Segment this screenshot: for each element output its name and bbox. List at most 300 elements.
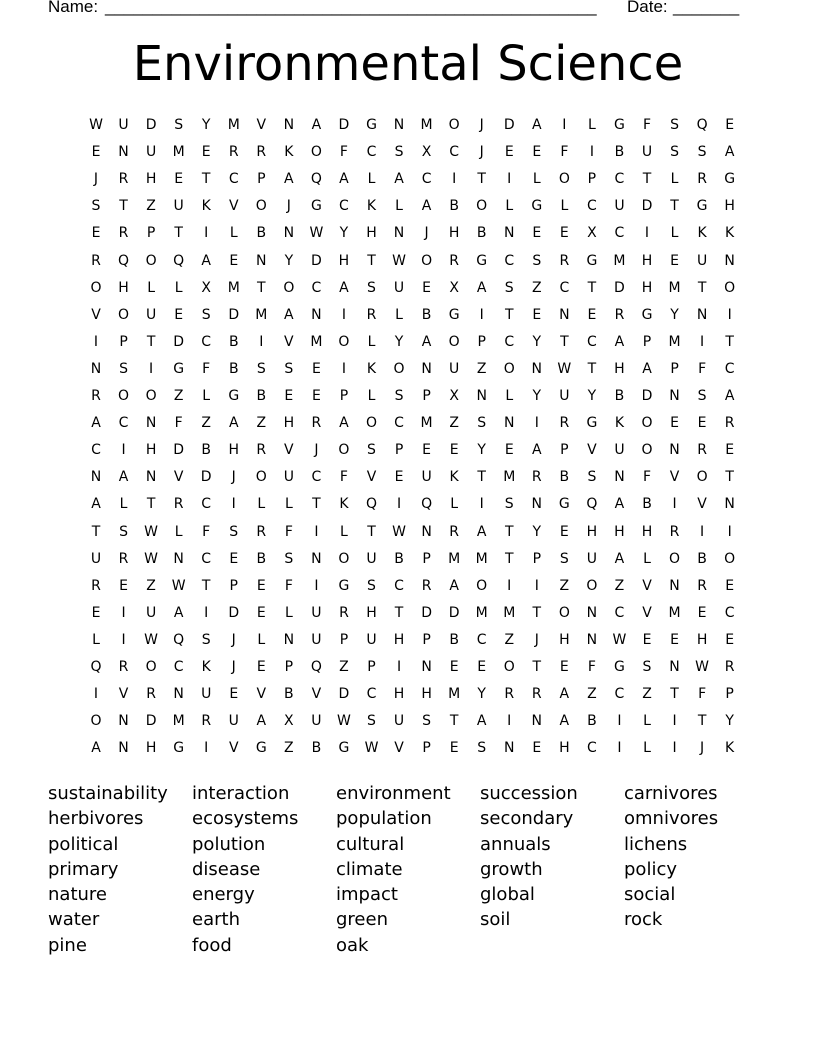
grid-letter: N bbox=[669, 577, 680, 594]
grid-letter: P bbox=[532, 550, 542, 567]
grid-letter: T bbox=[504, 550, 514, 567]
grid-letter: O bbox=[283, 279, 295, 296]
grid-row bbox=[90, 278, 736, 298]
grid-letter: I bbox=[534, 415, 539, 432]
grid-letter: B bbox=[256, 388, 267, 404]
grid-letter: A bbox=[339, 171, 349, 188]
grid-letter: N bbox=[696, 306, 708, 323]
grid-letter: I bbox=[396, 659, 402, 675]
grid-letter: F bbox=[339, 144, 348, 161]
grid-letter: L bbox=[147, 279, 155, 296]
grid-letter: N bbox=[118, 713, 129, 730]
name-label: Name: bbox=[48, 0, 99, 16]
grid-letter: C bbox=[504, 333, 515, 350]
grid-letter: U bbox=[228, 713, 239, 730]
grid-letter: H bbox=[614, 360, 625, 377]
grid-letter: K bbox=[284, 144, 294, 161]
grid-letter: L bbox=[670, 171, 679, 188]
grid-letter: B bbox=[228, 333, 239, 350]
grid-letter: X bbox=[201, 279, 211, 296]
grid-letter: O bbox=[476, 198, 488, 215]
grid-letter: T bbox=[725, 333, 734, 350]
grid-letter: I bbox=[479, 306, 484, 323]
grid-letter: X bbox=[587, 225, 597, 242]
grid-letter: K bbox=[449, 469, 459, 486]
grid-letter: S bbox=[670, 144, 679, 161]
grid-letter: W bbox=[695, 659, 710, 675]
word-column bbox=[192, 781, 332, 958]
grid-letter: G bbox=[173, 360, 185, 377]
grid-letter: H bbox=[366, 225, 377, 242]
grid-letter: E bbox=[532, 144, 542, 161]
word-item: nature bbox=[48, 884, 107, 906]
word-item: interaction bbox=[192, 783, 290, 804]
grid-letter: I bbox=[121, 604, 126, 621]
grid-letter: Q bbox=[421, 496, 433, 513]
grid-row bbox=[90, 711, 736, 731]
grid-letter: K bbox=[366, 360, 377, 377]
grid-letter: V bbox=[642, 577, 652, 594]
grid-letter: P bbox=[146, 225, 156, 242]
grid-letter: X bbox=[284, 713, 294, 730]
grid-letter: R bbox=[669, 523, 680, 540]
grid-letter: E bbox=[504, 144, 514, 161]
grid-letter: D bbox=[311, 252, 322, 269]
grid-letter: Q bbox=[310, 171, 322, 188]
grid-letter: S bbox=[256, 360, 266, 377]
grid-letter: H bbox=[559, 740, 570, 757]
grid-row bbox=[91, 196, 736, 216]
grid-letter: E bbox=[504, 442, 514, 459]
grid-letter: S bbox=[477, 415, 487, 432]
grid-letter: O bbox=[641, 415, 653, 432]
grid-letter: S bbox=[367, 713, 376, 730]
grid-letter: Q bbox=[118, 252, 130, 269]
grid-letter: R bbox=[91, 577, 101, 594]
grid-letter: L bbox=[670, 225, 679, 242]
grid-letter: D bbox=[641, 198, 653, 215]
grid-letter: V bbox=[256, 117, 267, 133]
grid-letter: U bbox=[145, 604, 157, 621]
grid-letter: I bbox=[700, 333, 705, 350]
grid-letter: L bbox=[643, 713, 651, 730]
grid-letter: T bbox=[587, 360, 597, 377]
grid-letter: N bbox=[476, 388, 487, 404]
grid-letter: L bbox=[257, 631, 266, 648]
grid-letter: G bbox=[338, 740, 350, 757]
grid-letter: S bbox=[367, 279, 376, 296]
grid-letter: A bbox=[339, 415, 349, 432]
grid-letter: N bbox=[283, 225, 295, 242]
grid-letter: B bbox=[201, 442, 211, 459]
grid-letter: M bbox=[668, 279, 681, 296]
grid-letter: L bbox=[505, 198, 514, 215]
grid-letter: S bbox=[504, 279, 514, 296]
grid-letter: E bbox=[91, 225, 101, 242]
grid-letter: A bbox=[614, 550, 625, 567]
grid-letter: S bbox=[697, 388, 707, 404]
grid-letter: Y bbox=[532, 388, 542, 404]
grid-letter: P bbox=[477, 333, 486, 350]
grid-letter: W bbox=[364, 740, 379, 757]
grid-letter: S bbox=[559, 550, 569, 567]
grid-letter: G bbox=[586, 415, 598, 432]
grid-letter: R bbox=[614, 306, 625, 323]
grid-letter: X bbox=[449, 279, 459, 296]
grid-letter: N bbox=[421, 523, 432, 540]
grid-letter: I bbox=[727, 306, 732, 323]
grid-letter: N bbox=[669, 659, 680, 675]
grid-letter: N bbox=[724, 252, 735, 269]
grid-letter: Q bbox=[90, 659, 102, 675]
grid-letter: F bbox=[642, 469, 652, 486]
grid-letter: E bbox=[256, 577, 266, 594]
grid-letter: N bbox=[669, 388, 680, 404]
grid-letter: B bbox=[587, 713, 597, 730]
grid-letter: J bbox=[231, 659, 236, 675]
grid-letter: U bbox=[559, 388, 570, 404]
grid-letter: Y bbox=[201, 117, 211, 133]
grid-letter: S bbox=[201, 631, 211, 648]
grid-letter: R bbox=[531, 686, 542, 703]
grid-letter: R bbox=[559, 252, 570, 269]
grid-letter: A bbox=[532, 442, 542, 459]
grid-letter: M bbox=[227, 279, 240, 296]
grid-letter: M bbox=[172, 713, 185, 730]
grid-letter: V bbox=[394, 740, 404, 757]
grid-letter: G bbox=[476, 252, 488, 269]
grid-letter: B bbox=[256, 225, 267, 242]
grid-letter: C bbox=[587, 198, 597, 215]
grid-letter: F bbox=[698, 686, 707, 703]
grid-letter: B bbox=[614, 388, 625, 404]
word-item: environment bbox=[336, 783, 451, 804]
grid-letter: O bbox=[448, 117, 460, 133]
grid-row bbox=[90, 657, 736, 677]
grid-letter: H bbox=[724, 198, 735, 215]
grid-letter: S bbox=[504, 496, 514, 513]
grid-letter: C bbox=[91, 442, 101, 459]
grid-letter: L bbox=[284, 604, 293, 621]
grid-letter: C bbox=[559, 279, 570, 296]
word-column bbox=[480, 781, 620, 933]
grid-letter: B bbox=[697, 550, 707, 567]
grid-letter: T bbox=[394, 604, 404, 621]
grid-letter: Z bbox=[504, 631, 515, 648]
grid-letter: W bbox=[337, 713, 351, 730]
grid-letter: B bbox=[449, 631, 459, 648]
grid-letter: P bbox=[422, 388, 431, 404]
grid-row bbox=[91, 251, 736, 271]
grid-letter: D bbox=[145, 117, 157, 133]
grid-letter: T bbox=[312, 496, 321, 513]
grid-letter: L bbox=[560, 198, 569, 215]
grid-letter: G bbox=[228, 388, 240, 404]
grid-row bbox=[91, 386, 736, 406]
grid-letter: I bbox=[452, 171, 457, 188]
grid-letter: O bbox=[90, 279, 102, 296]
grid-letter: N bbox=[393, 225, 405, 242]
grid-letter: P bbox=[284, 659, 294, 675]
grid-letter: A bbox=[559, 686, 570, 703]
page-title: Environmental Science bbox=[132, 36, 684, 92]
grid-letter: S bbox=[532, 252, 542, 269]
grid-row bbox=[92, 630, 736, 650]
grid-letter: M bbox=[172, 144, 185, 161]
grid-letter: D bbox=[641, 388, 653, 404]
grid-letter: Y bbox=[587, 388, 597, 404]
grid-letter: I bbox=[231, 496, 236, 513]
grid-letter: A bbox=[642, 360, 652, 377]
word-item: disease bbox=[192, 858, 261, 880]
grid-letter: U bbox=[614, 442, 625, 459]
grid-letter: V bbox=[587, 442, 597, 459]
grid-letter: N bbox=[724, 496, 735, 513]
grid-letter: M bbox=[668, 333, 681, 350]
grid-letter: J bbox=[700, 740, 705, 757]
grid-letter: B bbox=[311, 740, 322, 757]
grid-letter: C bbox=[201, 550, 212, 567]
grid-letter: E bbox=[559, 523, 569, 540]
grid-letter: T bbox=[697, 279, 707, 296]
grid-letter: S bbox=[642, 659, 652, 675]
word-item: social bbox=[624, 884, 676, 906]
grid-letter: U bbox=[283, 469, 294, 486]
grid-letter: D bbox=[614, 279, 625, 296]
grid-letter: A bbox=[614, 333, 625, 350]
grid-letter: A bbox=[449, 577, 459, 594]
grid-letter: C bbox=[339, 198, 349, 215]
word-item: population bbox=[336, 808, 432, 830]
word-item: political bbox=[48, 833, 119, 855]
grid-letter: O bbox=[338, 333, 350, 350]
grid-letter: A bbox=[173, 604, 184, 621]
grid-row bbox=[91, 576, 736, 596]
grid-letter: R bbox=[697, 577, 707, 594]
grid-letter: N bbox=[586, 631, 598, 648]
grid-letter: O bbox=[118, 388, 130, 404]
grid-row bbox=[93, 169, 736, 189]
grid-letter: E bbox=[697, 604, 707, 621]
grid-letter: R bbox=[118, 171, 129, 188]
grid-letter: O bbox=[338, 550, 350, 567]
grid-letter: E bbox=[174, 306, 184, 323]
word-item: secondary bbox=[480, 808, 574, 830]
grid-row bbox=[91, 522, 736, 542]
grid-letter: T bbox=[146, 333, 156, 350]
grid-row bbox=[91, 603, 736, 623]
grid-letter: O bbox=[724, 279, 736, 296]
grid-letter: G bbox=[366, 117, 377, 133]
grid-letter: O bbox=[118, 306, 130, 323]
grid-letter: M bbox=[420, 415, 433, 432]
grid-letter: E bbox=[642, 631, 652, 648]
grid-letter: M bbox=[613, 252, 626, 269]
grid-letter: Q bbox=[173, 631, 185, 648]
grid-row bbox=[91, 142, 736, 162]
grid-letter: M bbox=[475, 550, 488, 567]
name-field[interactable]: ____________________________________________________ bbox=[105, 0, 597, 16]
grid-letter: T bbox=[174, 225, 183, 242]
grid-letter: U bbox=[311, 713, 322, 730]
grid-letter: M bbox=[668, 604, 681, 621]
grid-letter: C bbox=[614, 225, 625, 242]
grid-letter: R bbox=[228, 144, 239, 161]
grid-letter: S bbox=[367, 442, 376, 459]
grid-letter: I bbox=[341, 306, 346, 323]
grid-letter: W bbox=[89, 117, 103, 133]
grid-letter: R bbox=[256, 523, 267, 540]
grid-letter: O bbox=[365, 415, 378, 432]
grid-letter: V bbox=[669, 469, 680, 486]
grid-letter: R bbox=[697, 171, 707, 188]
grid-letter: D bbox=[503, 117, 515, 133]
grid-letter: Z bbox=[559, 577, 570, 594]
grid-letter: W bbox=[392, 252, 406, 269]
grid-letter: O bbox=[145, 252, 157, 269]
grid-letter: V bbox=[228, 198, 239, 215]
grid-letter: C bbox=[394, 415, 404, 432]
word-item: policy bbox=[624, 858, 677, 880]
grid-letter: I bbox=[644, 225, 650, 242]
grid-letter: L bbox=[395, 198, 403, 215]
grid-letter: B bbox=[449, 198, 459, 215]
grid-letter: N bbox=[145, 415, 157, 432]
grid-letter: J bbox=[479, 117, 484, 133]
word-item: omnivores bbox=[624, 808, 719, 830]
grid-letter: G bbox=[558, 496, 570, 513]
grid-letter: H bbox=[338, 252, 350, 269]
grid-letter: Z bbox=[284, 740, 294, 757]
grid-letter: F bbox=[202, 360, 211, 377]
date-field[interactable]: _______ bbox=[673, 0, 740, 16]
grid-letter: H bbox=[145, 442, 157, 459]
grid-letter: S bbox=[670, 117, 679, 133]
grid-letter: P bbox=[422, 550, 431, 567]
grid-letter: B bbox=[284, 686, 294, 703]
grid-row bbox=[89, 115, 736, 135]
grid-letter: G bbox=[173, 740, 185, 757]
word-column bbox=[336, 781, 476, 958]
grid-letter: J bbox=[424, 225, 429, 242]
grid-letter: I bbox=[259, 333, 264, 350]
grid-letter: L bbox=[367, 388, 376, 404]
grid-letter: W bbox=[557, 360, 572, 377]
grid-letter: E bbox=[229, 550, 239, 567]
grid-letter: U bbox=[311, 631, 322, 648]
grid-letter: E bbox=[670, 631, 679, 648]
grid-letter: A bbox=[476, 713, 487, 730]
grid-letter: Z bbox=[614, 577, 625, 594]
grid-letter: S bbox=[91, 198, 101, 215]
grid-letter: H bbox=[614, 523, 625, 540]
grid-letter: U bbox=[696, 252, 708, 269]
grid-letter: D bbox=[338, 117, 350, 133]
grid-letter: N bbox=[90, 469, 102, 486]
grid-letter: H bbox=[118, 279, 129, 296]
grid-letter: E bbox=[559, 225, 569, 242]
grid-letter: U bbox=[614, 198, 625, 215]
grid-letter: N bbox=[504, 740, 515, 757]
grid-letter: P bbox=[560, 442, 569, 459]
grid-letter: W bbox=[392, 523, 406, 540]
grid-letter: F bbox=[587, 659, 596, 675]
grid-letter: E bbox=[119, 577, 128, 594]
grid-letter: V bbox=[228, 740, 239, 757]
grid-letter: N bbox=[531, 496, 543, 513]
grid-letter: I bbox=[507, 171, 512, 188]
grid-letter: T bbox=[725, 469, 734, 486]
grid-letter: R bbox=[504, 686, 515, 703]
grid-letter: N bbox=[393, 117, 405, 133]
grid-letter: E bbox=[532, 225, 542, 242]
grid-letter: Q bbox=[310, 659, 322, 675]
grid-letter: O bbox=[393, 360, 405, 377]
grid-letter: P bbox=[339, 388, 349, 404]
grid-letter: R bbox=[256, 144, 267, 161]
grid-letter: D bbox=[200, 469, 212, 486]
word-item: polution bbox=[192, 833, 266, 855]
grid-letter: Z bbox=[173, 388, 184, 404]
grid-letter: O bbox=[558, 604, 570, 621]
grid-letter: O bbox=[669, 550, 681, 567]
grid-letter: C bbox=[724, 360, 735, 377]
grid-letter: J bbox=[314, 442, 319, 459]
word-column bbox=[48, 781, 188, 958]
grid-letter: O bbox=[338, 442, 350, 459]
grid-letter: E bbox=[311, 388, 321, 404]
grid-letter: Z bbox=[201, 415, 211, 432]
grid-letter: X bbox=[421, 144, 432, 161]
grid-letter: J bbox=[286, 198, 291, 215]
grid-letter: C bbox=[587, 740, 597, 757]
grid-letter: F bbox=[284, 577, 293, 594]
grid-letter: C bbox=[614, 171, 625, 188]
grid-letter: O bbox=[145, 388, 157, 404]
grid-letter: W bbox=[309, 225, 324, 242]
word-item: impact bbox=[336, 884, 398, 906]
grid-letter: R bbox=[311, 415, 322, 432]
grid-letter: P bbox=[394, 442, 404, 459]
grid-letter: U bbox=[641, 144, 653, 161]
grid-letter: H bbox=[696, 631, 708, 648]
grid-letter: A bbox=[91, 415, 101, 432]
grid-letter: E bbox=[284, 388, 294, 404]
grid-letter: S bbox=[119, 360, 128, 377]
grid-letter: E bbox=[91, 604, 101, 621]
grid-letter: I bbox=[534, 577, 539, 594]
date-label: Date: bbox=[627, 0, 668, 16]
grid-letter: R bbox=[146, 686, 156, 703]
grid-letter: U bbox=[366, 550, 377, 567]
grid-letter: F bbox=[642, 117, 652, 133]
grid-letter: Z bbox=[587, 686, 597, 703]
grid-letter: O bbox=[255, 198, 267, 215]
grid-letter: I bbox=[93, 686, 99, 703]
grid-letter: G bbox=[586, 252, 598, 269]
grid-letter: N bbox=[421, 360, 432, 377]
grid-letter: I bbox=[727, 523, 732, 540]
grid-letter: V bbox=[284, 333, 294, 350]
grid-row bbox=[93, 684, 736, 704]
grid-letter: H bbox=[145, 740, 157, 757]
grid-letter: O bbox=[421, 252, 433, 269]
word-item: global bbox=[480, 884, 535, 906]
grid-letter: N bbox=[421, 659, 432, 675]
word-item: sustainability bbox=[48, 783, 168, 804]
grid-letter: P bbox=[587, 171, 597, 188]
grid-letter: C bbox=[201, 333, 212, 350]
